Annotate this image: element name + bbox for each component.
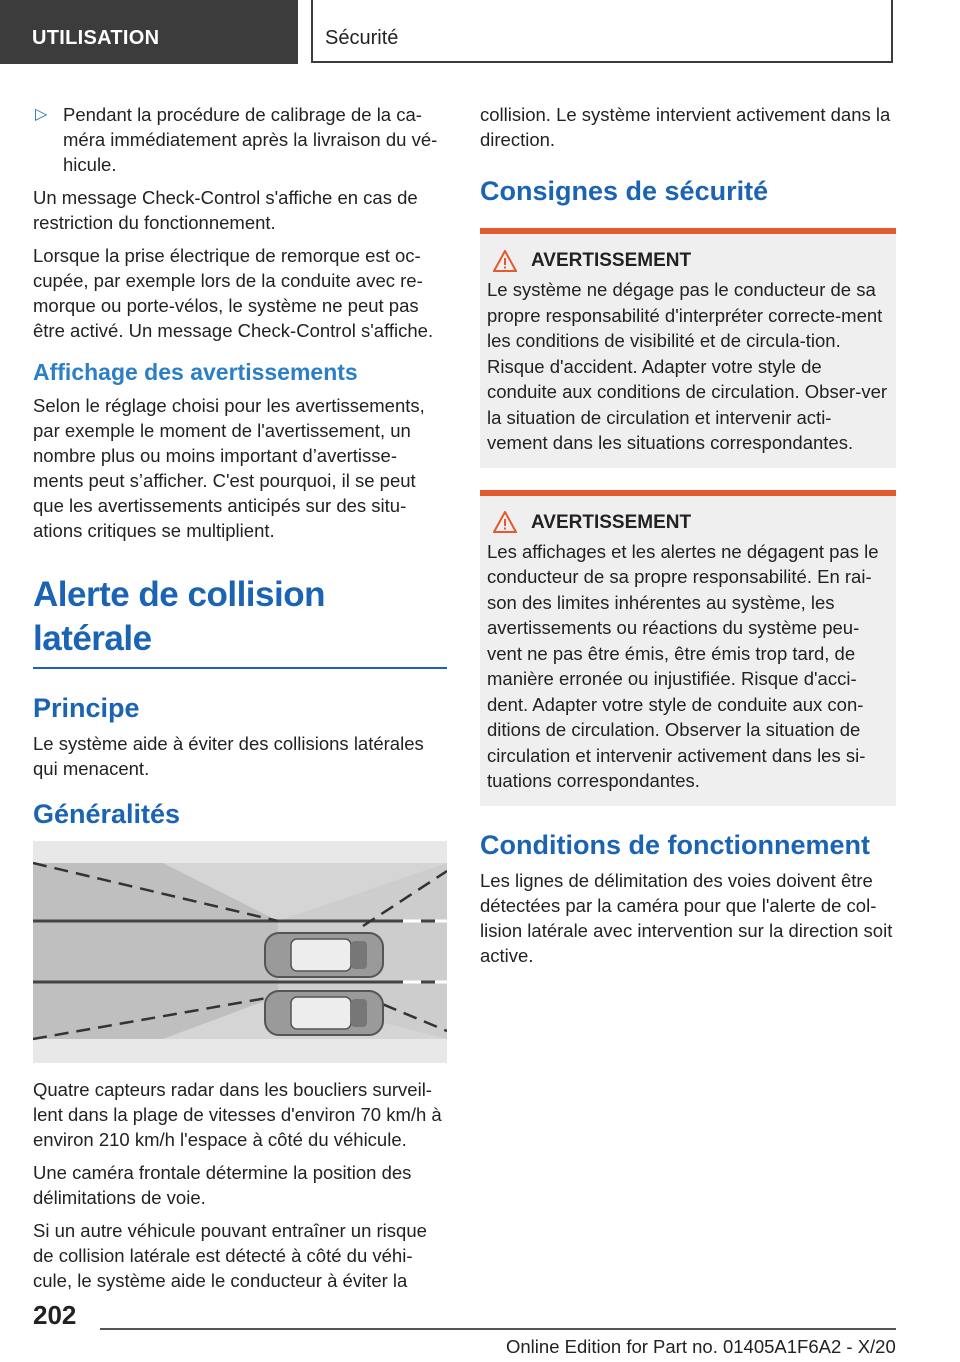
paragraph: Un message Check-Control s'affiche en cas de restriction du fonctionnement.: [33, 187, 418, 233]
chapter-rule: [33, 667, 447, 669]
paragraph: Le système aide à éviter des collisions latérales qui menacent.: [33, 733, 424, 779]
heading-generalites: Généralités: [33, 799, 181, 829]
warning-text: Le système ne dégage pas le conducteur de sa propre responsabilité d'interpréter correcte-ment les conditions de visibilité et de circula-tion. Risque d'accident. Adapter votre style de conduite aux conditions de circulation. Obser-ver la situation de circulation et intervenir acti-vement dans les situations correspondantes.: [487, 279, 888, 453]
warning-box: [480, 228, 896, 468]
section-tab: [0, 0, 298, 64]
right-column: [480, 102, 896, 976]
footer-rule: [100, 1328, 896, 1330]
heading-consignes: Consignes de sécurité: [480, 176, 769, 206]
paragraph: Lorsque la prise électrique de remorque est oc-cupée, par exemple lors de la conduite avec re-morque ou porte-vélos, le système ne peut pas être activé. Un message Check-Control s'affiche.: [33, 245, 434, 341]
chapter-title: Alerte de collision latérale: [33, 575, 325, 658]
subsection-title: Sécurité: [325, 27, 399, 49]
radar-illustration: [33, 841, 447, 1063]
car-icon: [265, 933, 383, 977]
left-column: [33, 102, 447, 1301]
heading-conditions: Conditions de fonctionnement: [480, 829, 870, 860]
page-number: 202: [33, 1300, 77, 1330]
warning-text: Les affichages et les alertes ne dégagent pas le conducteur de sa propre responsabilité. En rai-son des limites inhérentes au système, les avertissements ou réactions du système peu-vent ne pas être émis, être émis trop tard, de manière erronée ou injustifiée. Risque d'acci-dent. Adapter votre style de conduite aux con-ditions de circulation. Observer la situation de circulation et intervenir activement dans les si-tuations correspondantes.: [487, 540, 879, 791]
warning-triangle-icon: [493, 511, 517, 533]
paragraph: Si un autre véhicule pouvant entraîner un risque de collision latérale est détecté à côté du véhi-cule, le système aide le conducteur à éviter la: [33, 1220, 427, 1291]
warning-box: [480, 490, 896, 806]
section-title: UTILISATION: [32, 27, 160, 49]
paragraph: Selon le réglage choisi pour les avertissements, par exemple le moment de l'avertissement, un nombre plus ou moins important d’avertisse-ments peut s’afficher. C'est pourquoi, il se peut que les avertissements anticipés sur des situ-ations critiques se multiplient.: [33, 395, 425, 541]
paragraph: Les lignes de délimitation des voies doivent être détectées par la caméra pour que l'alerte de col-lision latérale avec intervention sur la direction soit active.: [480, 869, 893, 966]
heading-principe: Principe: [33, 693, 140, 723]
paragraph: Une caméra frontale détermine la position des délimitations de voie.: [33, 1162, 412, 1208]
heading-avertissements: Affichage des avertissements: [33, 359, 358, 385]
triangle-right-icon: ▷: [35, 106, 48, 123]
subsection-tab: [311, 0, 893, 63]
edition-note: Online Edition for Part no. 01405A1F6A2 - X/20: [506, 1336, 896, 1357]
paragraph: collision. Le système intervient activement dans la direction.: [480, 104, 891, 150]
bullet-item: [33, 102, 447, 177]
paragraph: Quatre capteurs radar dans les boucliers surveil-lent dans la plage de vitesses d'environ 70 km/h à environ 210 km/h l'espace à côté du véhicule.: [33, 1079, 442, 1150]
warning-title: AVERTISSEMENT: [531, 250, 692, 271]
bullet-text: Pendant la procédure de calibrage de la ca-méra immédiatement après la livraison du vé-hicule.: [63, 104, 438, 175]
warning-triangle-icon: [493, 250, 517, 272]
car-icon: [265, 991, 383, 1035]
warning-title: AVERTISSEMENT: [531, 511, 692, 533]
